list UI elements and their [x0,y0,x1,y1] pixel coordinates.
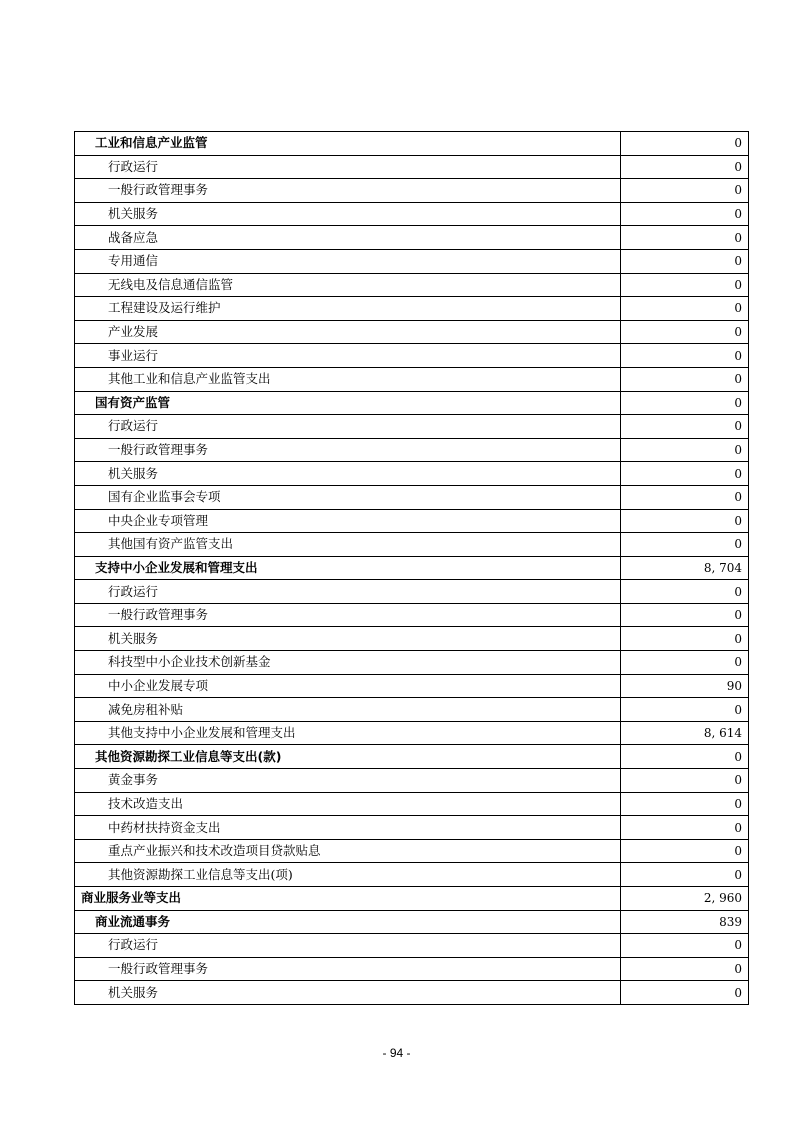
row-item-value: 0 [621,863,749,887]
row-item-name: 中央企业专项管理 [75,509,621,533]
row-item-name: 科技型中小企业技术创新基金 [75,651,621,675]
row-item-name: 机关服务 [75,462,621,486]
row-item-value: 0 [621,816,749,840]
row-item-name: 国有资产监管 [75,391,621,415]
row-item-value: 0 [621,603,749,627]
row-item-name: 其他国有资产监管支出 [75,533,621,557]
table-row [75,769,749,793]
row-item-value: 0 [621,179,749,203]
row-item-value: 0 [621,509,749,533]
row-item-name: 其他资源勘探工业信息等支出(款) [75,745,621,769]
row-item-value: 0 [621,485,749,509]
table-row [75,273,749,297]
row-item-value: 0 [621,981,749,1005]
table-row [75,202,749,226]
table-row [75,297,749,321]
row-item-name: 机关服务 [75,627,621,651]
table-row [75,698,749,722]
table-row [75,533,749,557]
row-item-name: 事业运行 [75,344,621,368]
row-item-name: 中药材扶持资金支出 [75,816,621,840]
row-item-value: 0 [621,934,749,958]
row-item-value: 0 [621,769,749,793]
row-item-name: 一般行政管理事务 [75,957,621,981]
table-row [75,438,749,462]
row-item-name: 行政运行 [75,155,621,179]
row-item-name: 一般行政管理事务 [75,179,621,203]
row-item-value: 2, 960 [621,887,749,911]
row-item-value: 0 [621,132,749,156]
row-item-name: 其他支持中小企业发展和管理支出 [75,721,621,745]
table-row [75,249,749,273]
row-item-name: 产业发展 [75,320,621,344]
table-row [75,556,749,580]
row-item-value: 0 [621,627,749,651]
row-item-value: 0 [621,580,749,604]
row-item-name: 黄金事务 [75,769,621,793]
row-item-name: 工业和信息产业监管 [75,132,621,156]
row-item-value: 0 [621,297,749,321]
row-item-name: 中小企业发展专项 [75,674,621,698]
row-item-value: 0 [621,415,749,439]
table-row [75,367,749,391]
row-item-name: 支持中小企业发展和管理支出 [75,556,621,580]
row-item-value: 0 [621,226,749,250]
row-item-name: 商业流通事务 [75,910,621,934]
table-row [75,344,749,368]
table-row [75,603,749,627]
table-row [75,651,749,675]
table-body [75,132,749,1005]
table-row [75,462,749,486]
row-item-name: 技术改造支出 [75,792,621,816]
row-item-value: 839 [621,910,749,934]
row-item-value: 0 [621,273,749,297]
row-item-name: 一般行政管理事务 [75,438,621,462]
row-item-name: 战备应急 [75,226,621,250]
table-row [75,320,749,344]
row-item-name: 商业服务业等支出 [75,887,621,911]
row-item-value: 0 [621,698,749,722]
table-row [75,887,749,911]
row-item-value: 0 [621,792,749,816]
row-item-name: 重点产业振兴和技术改造项目贷款贴息 [75,839,621,863]
row-item-value: 0 [621,344,749,368]
table-row [75,792,749,816]
row-item-name: 机关服务 [75,202,621,226]
table-row [75,415,749,439]
row-item-value: 0 [621,462,749,486]
table-row [75,863,749,887]
table-row [75,934,749,958]
row-item-name: 专用通信 [75,249,621,273]
row-item-value: 0 [621,651,749,675]
row-item-name: 国有企业监事会专项 [75,485,621,509]
row-item-value: 0 [621,391,749,415]
row-item-name: 其他工业和信息产业监管支出 [75,367,621,391]
row-item-value: 90 [621,674,749,698]
row-item-value: 0 [621,202,749,226]
table-row [75,957,749,981]
table-row [75,721,749,745]
row-item-name: 减免房租补贴 [75,698,621,722]
row-item-value: 0 [621,745,749,769]
table-row [75,580,749,604]
row-item-name: 行政运行 [75,580,621,604]
table-row [75,226,749,250]
table-row [75,391,749,415]
table-row [75,155,749,179]
row-item-name: 一般行政管理事务 [75,603,621,627]
table-row [75,839,749,863]
table-row [75,981,749,1005]
row-item-name: 行政运行 [75,934,621,958]
row-item-name: 行政运行 [75,415,621,439]
row-item-value: 0 [621,438,749,462]
row-item-value: 0 [621,320,749,344]
row-item-value: 8, 614 [621,721,749,745]
table-row [75,627,749,651]
budget-table [74,131,749,1005]
page-number: - 94 - [382,1046,411,1060]
table-row [75,132,749,156]
table-row [75,816,749,840]
table-row [75,910,749,934]
row-item-value: 0 [621,155,749,179]
table-row [75,745,749,769]
row-item-name: 无线电及信息通信监管 [75,273,621,297]
row-item-value: 0 [621,533,749,557]
table-row [75,485,749,509]
row-item-value: 0 [621,367,749,391]
row-item-value: 8, 704 [621,556,749,580]
row-item-name: 工程建设及运行维护 [75,297,621,321]
table-row [75,509,749,533]
row-item-value: 0 [621,249,749,273]
table-row [75,674,749,698]
row-item-name: 其他资源勘探工业信息等支出(项) [75,863,621,887]
table-row [75,179,749,203]
row-item-value: 0 [621,957,749,981]
row-item-value: 0 [621,839,749,863]
row-item-name: 机关服务 [75,981,621,1005]
